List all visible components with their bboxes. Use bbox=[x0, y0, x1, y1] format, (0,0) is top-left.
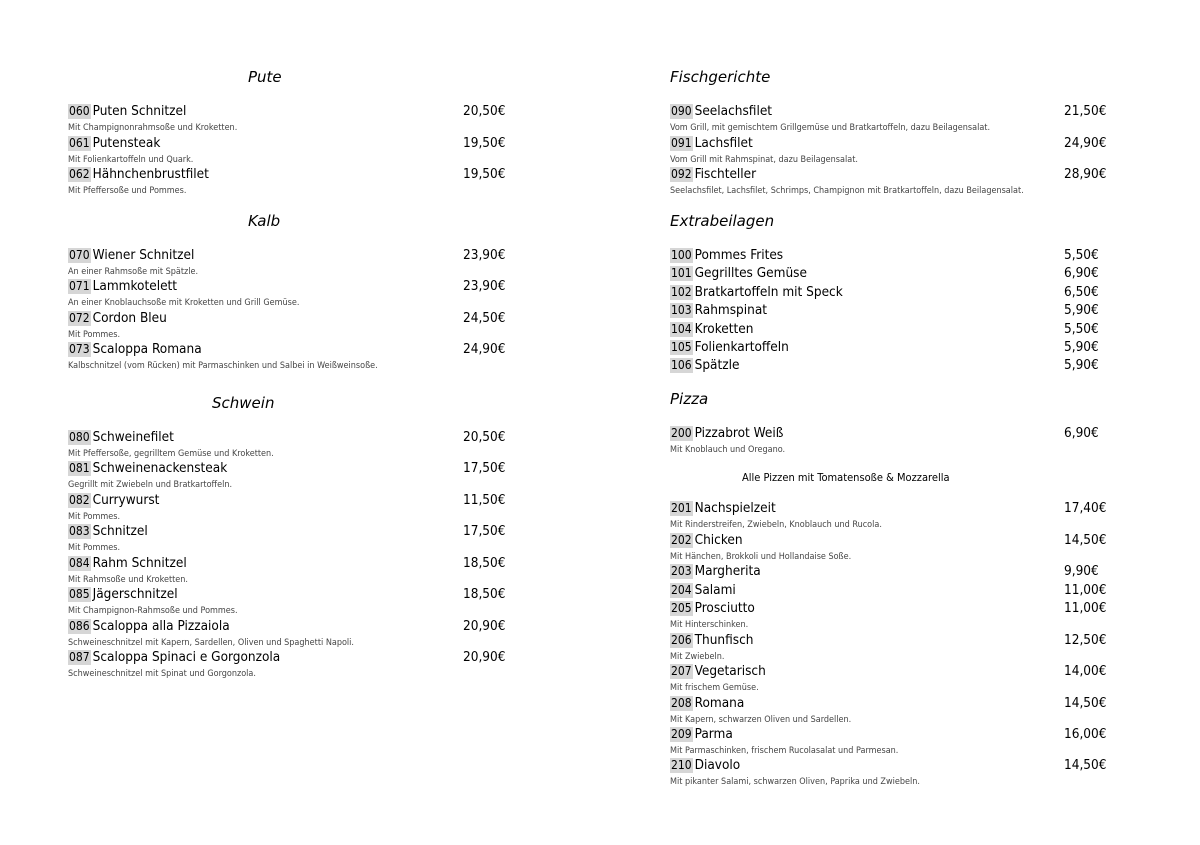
item-code: 084 bbox=[69, 556, 90, 570]
item-description: Mit Champignon-Rahmsoße und Pommes. bbox=[68, 606, 238, 616]
item-code: 100 bbox=[671, 248, 692, 262]
item-price: 5,90€ bbox=[1064, 339, 1099, 355]
menu-item bbox=[670, 425, 1110, 455]
item-price: 18,50€ bbox=[463, 555, 506, 571]
menu-item bbox=[68, 523, 508, 553]
item-description: Mit Folienkartoffeln und Quark. bbox=[68, 155, 194, 165]
menu-item bbox=[670, 135, 1110, 165]
item-code: 085 bbox=[69, 587, 90, 601]
item-description: Mit Rinderstreifen, Zwiebeln, Knoblauch und Rucola. bbox=[670, 520, 882, 530]
item-price: 18,50€ bbox=[463, 586, 506, 602]
item-name: Fischteller bbox=[694, 166, 757, 182]
item-description: Seelachsfilet, Lachsfilet, Schrimps, Champignon mit Bratkartoffeln, dazu Beilagensalat. bbox=[670, 186, 1024, 196]
item-description: Mit frischem Gemüse. bbox=[670, 683, 759, 693]
item-name: Seelachsfilet bbox=[694, 103, 773, 119]
item-name: Hähnchenbrustfilet bbox=[92, 166, 209, 182]
item-price: 23,90€ bbox=[463, 247, 506, 263]
item-description: Vom Grill mit Rahmspinat, dazu Beilagensalat. bbox=[670, 155, 858, 165]
item-name: Rahmspinat bbox=[694, 302, 768, 318]
item-name: Nachspielzeit bbox=[694, 500, 776, 516]
item-price: 17,50€ bbox=[463, 523, 506, 539]
item-description: Mit pikanter Salami, schwarzen Oliven, Paprika und Zwiebeln. bbox=[670, 777, 920, 787]
item-description: Vom Grill, mit gemischtem Grillgemüse und Bratkartoffeln, dazu Beilagensalat. bbox=[670, 123, 991, 133]
item-price: 24,90€ bbox=[1064, 135, 1107, 151]
menu-item bbox=[68, 460, 508, 490]
item-code: 082 bbox=[69, 493, 90, 507]
item-price: 6,90€ bbox=[1064, 425, 1099, 441]
menu-item bbox=[670, 695, 1110, 725]
item-price: 11,00€ bbox=[1064, 600, 1107, 616]
item-description: Mit Rahmsoße und Kroketten. bbox=[68, 575, 188, 585]
item-code: 072 bbox=[69, 311, 90, 325]
menu-item bbox=[670, 303, 1110, 319]
menu-item bbox=[68, 429, 508, 459]
menu-item bbox=[68, 618, 508, 648]
menu-item bbox=[670, 600, 1110, 630]
item-description: Mit Hinterschinken. bbox=[670, 620, 749, 630]
item-price: 20,50€ bbox=[463, 103, 506, 119]
item-price: 5,50€ bbox=[1064, 321, 1099, 337]
item-description: An einer Knoblauchsoße mit Kroketten und Grill Gemüse. bbox=[68, 298, 300, 308]
item-name: Folienkartoffeln bbox=[694, 339, 789, 355]
item-name: Thunfisch bbox=[694, 632, 754, 648]
item-price: 17,40€ bbox=[1064, 500, 1107, 516]
item-name: Jägerschnitzel bbox=[92, 586, 178, 602]
menu-item bbox=[670, 322, 1110, 338]
item-name: Spätzle bbox=[694, 357, 740, 373]
item-name: Prosciutto bbox=[694, 600, 755, 616]
item-code: 080 bbox=[69, 430, 90, 444]
item-name: Puten Schnitzel bbox=[92, 103, 187, 119]
menu-item bbox=[670, 532, 1110, 562]
item-price: 6,90€ bbox=[1064, 265, 1099, 281]
item-price: 19,50€ bbox=[463, 135, 506, 151]
item-description: Mit Knoblauch und Oregano. bbox=[670, 445, 786, 455]
item-code: 102 bbox=[671, 285, 692, 299]
item-name: Parma bbox=[694, 726, 733, 742]
item-code: 071 bbox=[69, 279, 90, 293]
item-name: Lammkotelett bbox=[92, 278, 178, 294]
menu-item bbox=[670, 340, 1110, 356]
menu-item bbox=[670, 266, 1110, 282]
item-description: Schweineschnitzel mit Kapern, Sardellen, Oliven und Spaghetti Napoli. bbox=[68, 638, 355, 648]
menu-item bbox=[68, 341, 508, 371]
item-description: Schweineschnitzel mit Spinat und Gorgonzola. bbox=[68, 669, 256, 679]
item-code: 086 bbox=[69, 619, 90, 633]
item-price: 17,50€ bbox=[463, 460, 506, 476]
item-price: 24,90€ bbox=[463, 341, 506, 357]
item-code: 101 bbox=[671, 266, 692, 280]
item-description: Mit Pommes. bbox=[68, 543, 121, 553]
item-price: 14,50€ bbox=[1064, 757, 1107, 773]
item-code: 103 bbox=[671, 303, 692, 317]
item-price: 19,50€ bbox=[463, 166, 506, 182]
menu-item bbox=[670, 757, 1110, 787]
item-description: Mit Pommes. bbox=[68, 330, 121, 340]
item-code: 061 bbox=[69, 136, 90, 150]
item-price: 14,00€ bbox=[1064, 663, 1107, 679]
item-description: Mit Champignonrahmsoße und Kroketten. bbox=[68, 123, 238, 133]
item-price: 21,50€ bbox=[1064, 103, 1107, 119]
item-price: 11,50€ bbox=[463, 492, 506, 508]
item-description: Mit Pommes. bbox=[68, 512, 121, 522]
item-description: Mit Parmaschinken, frischem Rucolasalat und Parmesan. bbox=[670, 746, 899, 756]
menu-item bbox=[670, 166, 1110, 196]
menu-item bbox=[670, 500, 1110, 530]
item-price: 14,50€ bbox=[1064, 695, 1107, 711]
item-code: 106 bbox=[671, 358, 692, 372]
item-description: Mit Hänchen, Brokkoli und Hollandaise Soße. bbox=[670, 552, 852, 562]
menu-item bbox=[68, 247, 508, 277]
item-price: 12,50€ bbox=[1064, 632, 1107, 648]
item-price: 14,50€ bbox=[1064, 532, 1107, 548]
item-name: Pizzabrot Weiß bbox=[694, 425, 784, 441]
item-name: Schweinenackensteak bbox=[92, 460, 228, 476]
item-price: 23,90€ bbox=[463, 278, 506, 294]
menu-item bbox=[68, 166, 508, 196]
item-name: Margherita bbox=[694, 563, 761, 579]
item-name: Salami bbox=[694, 582, 736, 598]
item-name: Wiener Schnitzel bbox=[92, 247, 195, 263]
item-name: Diavolo bbox=[694, 757, 741, 773]
item-price: 28,90€ bbox=[1064, 166, 1107, 182]
item-price: 11,00€ bbox=[1064, 582, 1107, 598]
section-title: Extrabeilagen bbox=[670, 212, 775, 230]
menu-item bbox=[68, 135, 508, 165]
item-name: Bratkartoffeln mit Speck bbox=[694, 284, 843, 300]
item-price: 5,90€ bbox=[1064, 302, 1099, 318]
item-code: 073 bbox=[69, 342, 90, 356]
item-name: Vegetarisch bbox=[694, 663, 766, 679]
item-name: Schweinefilet bbox=[92, 429, 174, 445]
item-price: 20,90€ bbox=[463, 649, 506, 665]
section-title: Schwein bbox=[212, 394, 275, 412]
item-price: 20,90€ bbox=[463, 618, 506, 634]
item-code: 200 bbox=[671, 426, 692, 440]
menu-item bbox=[670, 726, 1110, 756]
item-code: 206 bbox=[671, 633, 692, 647]
item-code: 207 bbox=[671, 664, 692, 678]
item-price: 5,50€ bbox=[1064, 247, 1099, 263]
item-name: Currywurst bbox=[92, 492, 160, 508]
item-code: 081 bbox=[69, 461, 90, 475]
item-name: Lachsfilet bbox=[694, 135, 753, 151]
section-title: Kalb bbox=[248, 212, 281, 230]
item-price: 24,50€ bbox=[463, 310, 506, 326]
item-price: 16,00€ bbox=[1064, 726, 1107, 742]
section-title: Fischgerichte bbox=[670, 68, 771, 86]
item-code: 090 bbox=[671, 104, 692, 118]
item-code: 062 bbox=[69, 167, 90, 181]
menu-item bbox=[670, 358, 1110, 374]
item-code: 105 bbox=[671, 340, 692, 354]
item-code: 210 bbox=[671, 758, 692, 772]
item-code: 205 bbox=[671, 601, 692, 615]
item-description: Gegrillt mit Zwiebeln und Bratkartoffeln. bbox=[68, 480, 233, 490]
menu-item bbox=[670, 248, 1110, 264]
item-code: 087 bbox=[69, 650, 90, 664]
item-price: 9,90€ bbox=[1064, 563, 1099, 579]
menu-item bbox=[68, 278, 508, 308]
item-name: Scaloppa alla Pizzaiola bbox=[92, 618, 230, 634]
item-name: Scaloppa Romana bbox=[92, 341, 202, 357]
item-name: Chicken bbox=[694, 532, 743, 548]
item-code: 208 bbox=[671, 696, 692, 710]
item-description: Mit Kapern, schwarzen Oliven und Sardellen. bbox=[670, 715, 852, 725]
item-name: Schnitzel bbox=[92, 523, 148, 539]
item-description: Mit Zwiebeln. bbox=[670, 652, 725, 662]
item-code: 070 bbox=[69, 248, 90, 262]
menu-item bbox=[68, 492, 508, 522]
menu-item bbox=[68, 555, 508, 585]
menu-item bbox=[670, 663, 1110, 693]
item-name: Rahm Schnitzel bbox=[92, 555, 187, 571]
menu-item bbox=[68, 649, 508, 679]
menu-item bbox=[670, 564, 1110, 580]
item-code: 202 bbox=[671, 533, 692, 547]
item-description: An einer Rahmsoße mit Spätzle. bbox=[68, 267, 199, 277]
section-title: Pute bbox=[248, 68, 282, 86]
menu-item bbox=[670, 583, 1110, 599]
item-name: Kroketten bbox=[694, 321, 754, 337]
menu-item bbox=[68, 586, 508, 616]
item-price: 5,90€ bbox=[1064, 357, 1099, 373]
item-name: Romana bbox=[694, 695, 745, 711]
item-name: Putensteak bbox=[92, 135, 161, 151]
item-description: Mit Pfeffersoße, gegrilltem Gemüse und Kroketten. bbox=[68, 449, 274, 459]
item-code: 204 bbox=[671, 583, 692, 597]
menu-item bbox=[68, 103, 508, 133]
item-price: 20,50€ bbox=[463, 429, 506, 445]
item-name: Scaloppa Spinaci e Gorgonzola bbox=[92, 649, 281, 665]
item-code: 060 bbox=[69, 104, 90, 118]
item-name: Pommes Frites bbox=[694, 247, 784, 263]
menu-item bbox=[670, 632, 1110, 662]
item-code: 104 bbox=[671, 322, 692, 336]
menu-item bbox=[670, 103, 1110, 133]
item-code: 201 bbox=[671, 501, 692, 515]
item-code: 209 bbox=[671, 727, 692, 741]
menu-item bbox=[68, 310, 508, 340]
item-code: 203 bbox=[671, 564, 692, 578]
section-note: Alle Pizzen mit Tomatensoße & Mozzarella bbox=[742, 471, 950, 484]
item-description: Kalbschnitzel (vom Rücken) mit Parmaschinken und Salbei in Weißweinsoße. bbox=[68, 361, 378, 371]
item-code: 091 bbox=[671, 136, 692, 150]
item-description: Mit Pfeffersoße und Pommes. bbox=[68, 186, 187, 196]
item-code: 092 bbox=[671, 167, 692, 181]
item-name: Gegrilltes Gemüse bbox=[694, 265, 807, 281]
section-title: Pizza bbox=[670, 390, 709, 408]
item-price: 6,50€ bbox=[1064, 284, 1099, 300]
menu-item bbox=[670, 285, 1110, 301]
item-code: 083 bbox=[69, 524, 90, 538]
item-name: Cordon Bleu bbox=[92, 310, 167, 326]
